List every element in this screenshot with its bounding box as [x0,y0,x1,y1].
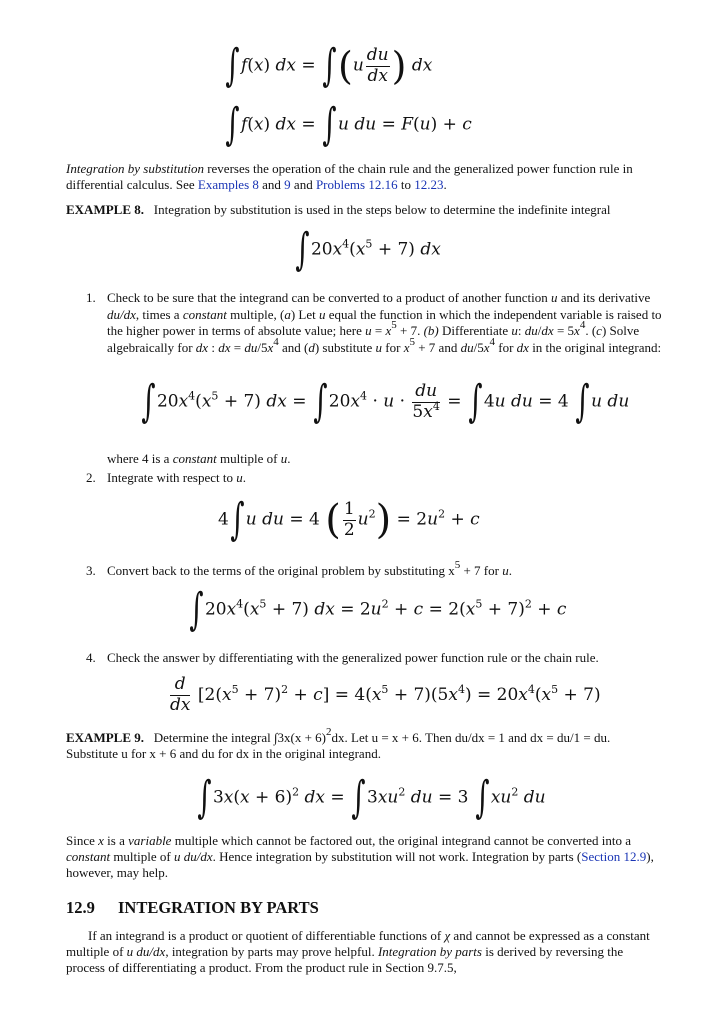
step-3-text: Convert back to the terms of the original problem by substituting $x^5 + 7$ for u. [107,559,512,578]
link-problem-12-23[interactable]: 12.23 [414,177,444,192]
step-2-number: 2. [86,470,96,485]
term-integration-by-substitution: Integration by substitution [66,161,204,176]
equation-step-4-check: $\frac{d}{dx}$ $[2(x^5 + 7)^2 + c] = 4(x^5 + 7)(5x^4) = 20x^4(x^5 + 7)$ [170,674,601,715]
step-4-number: 4. [86,650,96,665]
example-9-label: EXAMPLE 9 [66,730,141,745]
example-9-intro: EXAMPLE 9. Determine the integral $\int 3x(x + 6)^2dx$. Let u = x + 6. Then du/dx = 1 and dx = du/1 = du. Substitute u for x + 6 and du for dx in the original integrand. [66,726,611,761]
equation-example-8-integral: $\int 20x^4(x^5 + 7)$ dx [295,224,441,275]
example-9-conclusion: Since x is a variable multiple which cannot be factored out, the original integrand cannot be converted into a constant multiple of u du/dx. Hence integration by substitution will not work. Integration by parts (Section 12.9), however, may help. [66,833,654,880]
link-example-9[interactable]: 9 [284,177,291,192]
step-4-text: Check the answer by differentiating with the generalized power function rule or the chain rule. [107,650,599,665]
equation-integral-chain-form: ∫f(x) dx = ∫(u $\frac{du}{dx}$ ) dx [225,40,433,91]
equation-step-3-back-substitute: $\int 20x^4(x^5 + 7)$ dx = $2u^2 + c = 2(x^5 + 7)^2 + c$ [189,584,567,635]
section-number: 12.9 [66,898,95,917]
example-8-label: EXAMPLE 8 [66,202,141,217]
step-1-number: 1. [86,290,96,305]
step-3-number: 3. [86,563,96,578]
example-8-intro: EXAMPLE 8. Integration by substitution is used in the steps below to determine the indefinite integral [66,202,611,217]
section-heading [66,898,319,918]
equation-step-1-substitution: $\int 20x^4(x^5 + 7)$ dx = $\int 20x^4 \cdot u$ · $\frac{du}{5x^4}$ = ∫4u du = 4 ∫u du [141,376,630,427]
step-1-where-note: where 4 is a constant multiple of u. [107,451,291,466]
equation-example-9: $\int 3x(x + 6)^2$ dx = $\int 3xu^2$ du = 3 $\int xu^2$ du [197,772,546,823]
section-title: INTEGRATION BY PARTS [118,898,319,917]
equation-integral-substituted: ∫f(x) dx = ∫u du = F(u) + c [225,99,472,150]
link-examples-8[interactable]: Examples 8 [197,177,259,192]
equation-step-2-integrate: 4∫u du = 4 ( $\frac{1}{2}$ $u^2) = 2u^2 + c$ [218,494,480,545]
intro-paragraph: Integration by substitution reverses the operation of the chain rule and the generalized power function rule in differential calculus. See Examples 8 and 9 and Problems 12.16 to 12.23. [66,161,633,192]
step-2-text: Integrate with respect to u. [107,470,246,485]
link-problems-12-16[interactable]: Problems 12.16 [315,177,398,192]
step-1-text: Check to be sure that the integrand can be converted to a product of another function u and its derivative du/dx, times a constant multiple, (a) Let u equal the function in which the independent variable is raised to the higher power in terms of absolute value; here $u = x^5 + 7$. (b) Differentiate u: $du/dx = 5x^4$. (c) Solve algebraically for dx : dx = $du/5x^4$ and (d) substitute u for $x^5 + 7$ and $du/5x^4$ for dx in the original integrand: [107,290,662,355]
link-section-12-9[interactable]: Section 12.9 [581,849,647,864]
section-paragraph: If an integrand is a product or quotient of differentiable functions of χ and cannot be expressed as a constant multiple of u du/dx, integration by parts may prove helpful. Integration by parts is derived by reversing the process of differentiating a product. From the product rule in Section 9.7.5, [66,928,650,975]
